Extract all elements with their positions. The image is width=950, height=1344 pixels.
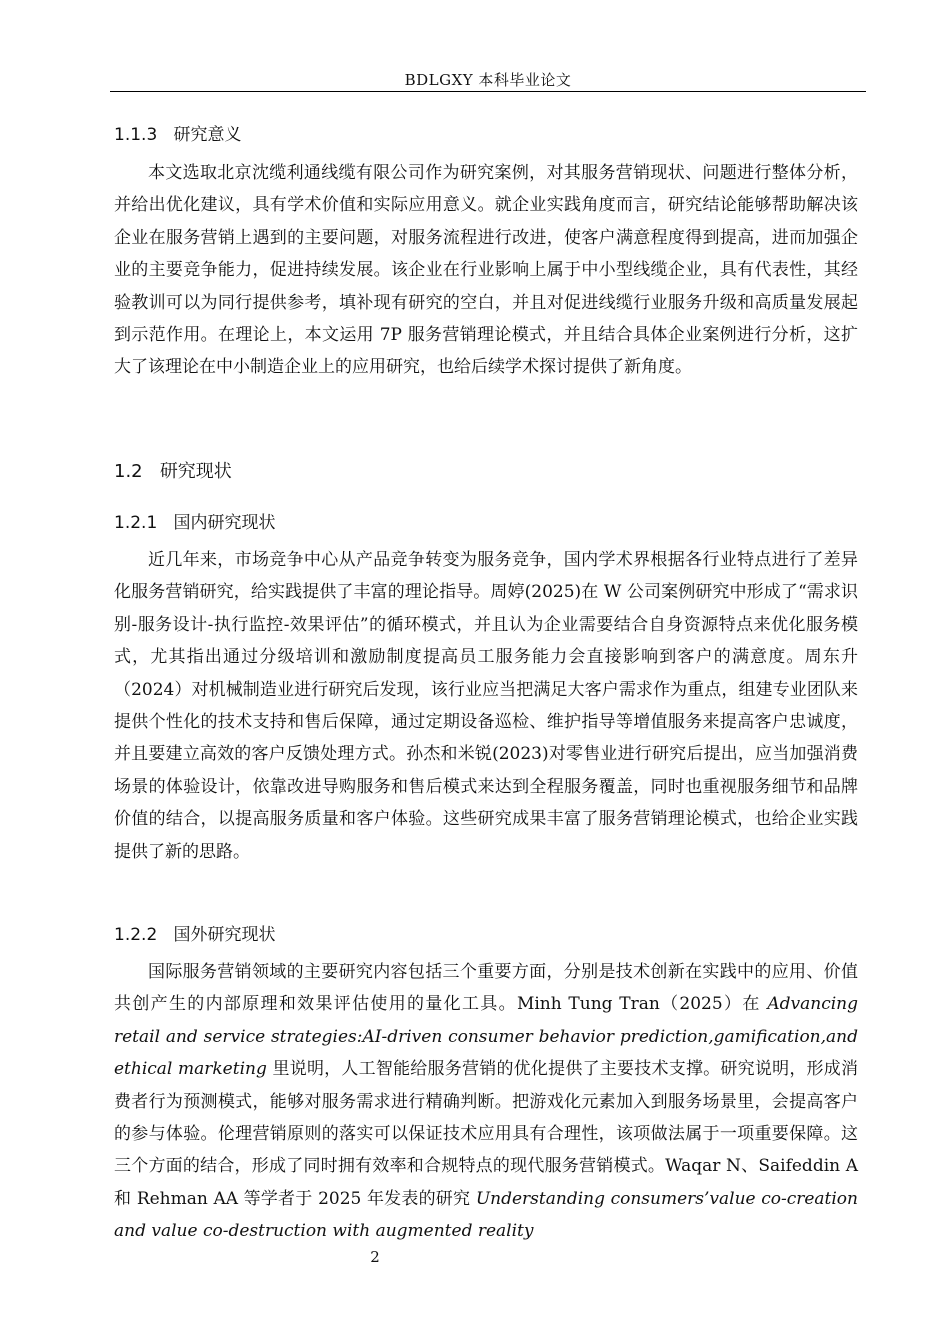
text-segment: 国际服务营销领域的主要研究内容包括三个重要方面，分别是技术创新在实践中的应用、价值共创产生的内部原理和效果评估使用的量化工具。Minh Tung Tran（2025）在 (114, 962, 858, 1015)
paragraph-foreign-research (114, 956, 858, 1248)
page-number: 2 (370, 1248, 380, 1266)
heading-number: 1.1.3 (114, 125, 158, 145)
paragraph-research-significance: 本文选取北京沈缆利通线缆有限公司作为研究案例，对其服务营销现状、问题进行整体分析，并给出优化建议，具有学术价值和实际应用意义。就企业实践角度而言，研究结论能够帮助解决该企业在服务营销上遇到的主要问题，对服务流程进行改进，使客户满意程度得到提高，进而加强企业的主要竞争能力，促进持续发展。该企业在行业影响上属于中小型线缆企业，具有代表性，其经验教训可以为同行提供参考，填补现有研究的空白，并且对促进线缆行业服务升级和高质量发展起到示范作用。在理论上，本文运用 7P 服务营销理论模式，并且结合具体企业案例进行分析，这扩大了该理论在中小制造企业上的应用研究，也给后续学术探讨提供了新角度。 (114, 163, 858, 378)
heading-title: 研究现状 (159, 461, 232, 482)
cited-paper-title: Advancing retail and service strategies:AI-driven consumer behavior prediction,gamification,and ethical marketing (114, 994, 858, 1080)
cited-paper-title: Understanding consumers’value co-creation and value co-destruction with augmented reality (114, 1188, 858, 1242)
heading-1-2-1 (114, 508, 275, 533)
heading-number: 1.2.2 (114, 925, 158, 945)
heading-title: 国内研究现状 (173, 513, 276, 533)
paragraph-domestic-research: 近几年来，市场竞争中心从产品竞争转变为服务竞争，国内学术界根据各行业特点进行了差异化服务营销研究，给实践提供了丰富的理论指导。周婷(2025)在 W 公司案例研究中形成了“需求识别-服务设计-执行监控-效果评估”的循环模式，并且认为企业需要结合自身资源特点来优化服务模式，尤其指出通过分级培训和激励制度提高员工服务能力会直接影响到客户的满意度。周东升（2024）对机械制造业进行研究后发现，该行业应当把满足大客户需求作为重点，组建专业团队来提供个性化的技术支持和售后保障，通过定期设备巡检、维护指导等增值服务来提高客户忠诚度，并且要建立高效的客户反馈处理方式。孙杰和米锐(2023)对零售业进行研究后提出，应当加强消费场景的体验设计，依靠改进导购服务和售后模式来达到全程服务覆盖，同时也重视服务细节和品牌价值的结合，以提高服务质量和客户体验。这些研究成果丰富了服务营销理论模式，也给企业实践提供了新的思路。 (114, 550, 858, 862)
header-rule (110, 91, 866, 92)
heading-number: 1.2 (114, 461, 143, 482)
running-header: BDLGXY 本科毕业论文 (404, 71, 572, 89)
heading-title: 国外研究现状 (173, 925, 276, 945)
heading-number: 1.2.1 (114, 513, 158, 533)
heading-1-2-2 (114, 920, 275, 945)
heading-1-2 (114, 457, 232, 483)
heading-title: 研究意义 (173, 125, 242, 145)
heading-1-1-3 (114, 120, 241, 145)
text-segment: 里说明，人工智能给服务营销的优化提供了主要技术支撑。研究说明，形成消费者行为预测模式，能够对服务需求进行精确判断。把游戏化元素加入到服务场景里，会提高客户的参与体验。伦理营销原则的落实可以保证技术应用具有合理性，该项做法属于一项重要保障。这三个方面的结合，形成了同时拥有效率和合规特点的现代服务营销模式。Waqar N、Saifeddin A 和 Rehman AA 等学者于 2025 年发表的研究 (114, 1059, 859, 1209)
